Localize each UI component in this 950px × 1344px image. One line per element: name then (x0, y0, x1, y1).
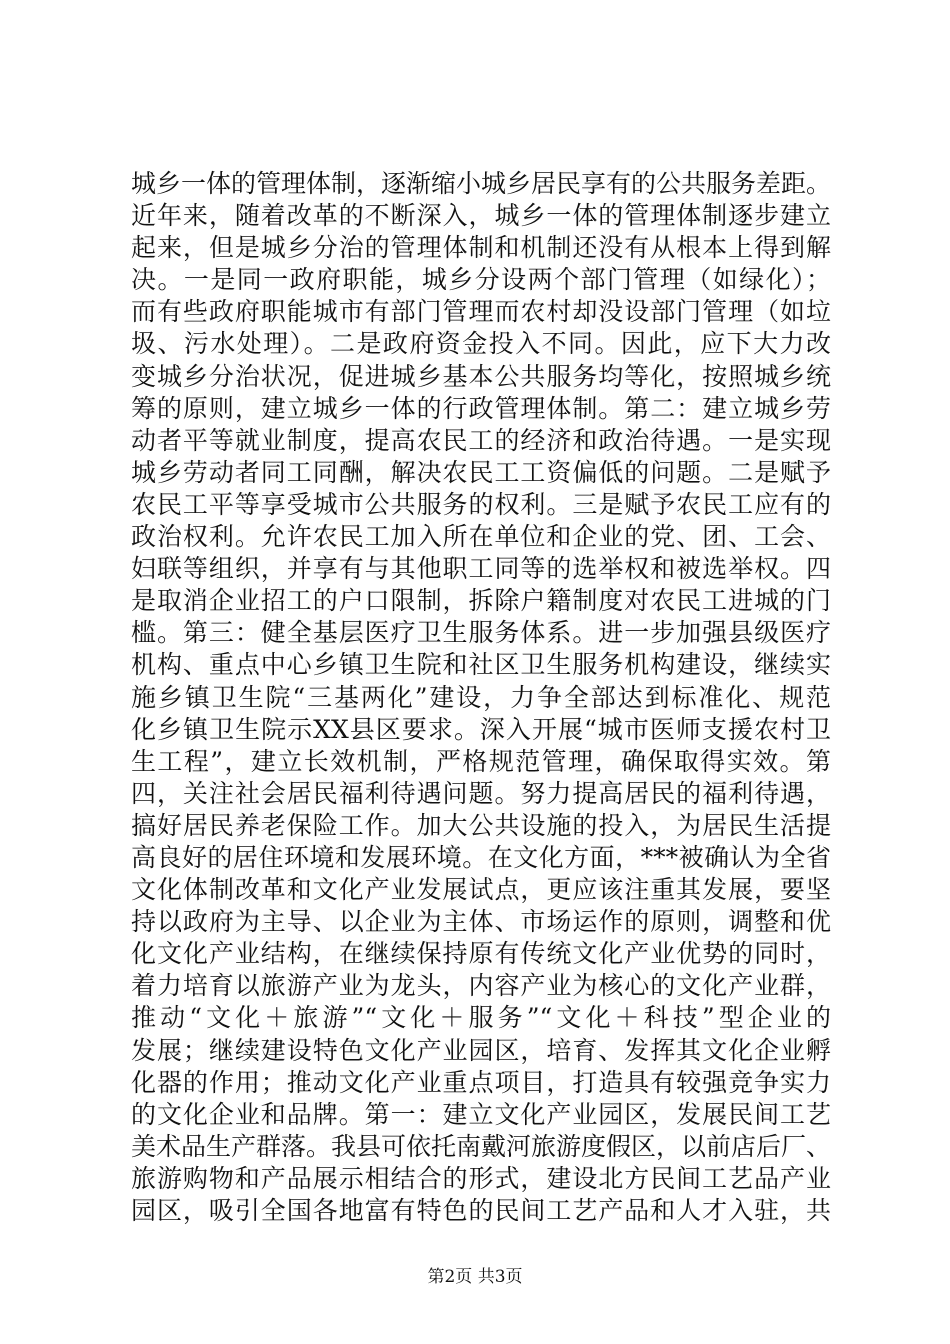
text-line: 化器的作用；推动文化产业重点项目，打造具有较强竞争实力 (131, 1067, 831, 1097)
text-line: 美术品生产群落。我县可依托南戴河旅游度假区，以前店后厂、 (131, 1131, 832, 1161)
text-line: 持以政府为主导、以企业为主体、市场运作的原则，调整和优 (131, 907, 831, 937)
text-line: 高良好的居住环境和发展环境。在文化方面，***被确认为全省 (131, 842, 831, 872)
text-line: 城乡劳动者同工同酬，解决农民工工资偏低的问题。二是赋予 (131, 457, 831, 487)
text-line: 机构、重点中心乡镇卫生院和社区卫生服务机构建设，继续实 (131, 650, 831, 680)
text-line: 是取消企业招工的户口限制，拆除户籍制度对农民工进城的门 (131, 586, 831, 616)
text-line: 化乡镇卫生院示XX县区要求。深入开展“城市医师支援农村卫 (131, 714, 831, 744)
text-line: 推动“文化＋旅游”“文化＋服务”“文化＋科技”型企业的 (131, 1003, 831, 1033)
body-text (131, 168, 831, 1227)
text-line: 决。一是同一政府职能，城乡分设两个部门管理（如绿化）； (131, 265, 831, 295)
text-line: 城乡一体的管理体制，逐渐缩小城乡居民享有的公共服务差距。 (131, 169, 832, 198)
text-line: 发展；继续建设特色文化产业园区，培育、发挥其文化企业孵 (131, 1035, 831, 1065)
text-line: 园区，吸引全国各地富有特色的民间工艺产品和人才入驻，共 (131, 1196, 831, 1225)
text-line: 变城乡分治状况，促进城乡基本公共服务均等化，按照城乡统 (131, 361, 831, 391)
text-line: 圾、污水处理）。二是政府资金投入不同。因此，应下大力改 (131, 329, 831, 359)
text-line: 的文化企业和品牌。第一：建立文化产业园区，发展民间工艺 (131, 1099, 831, 1129)
text-line: 化文化产业结构，在继续保持原有传统文化产业优势的同时， (131, 939, 831, 969)
text-line: 施乡镇卫生院“三基两化”建设，力争全部达到标准化、规范 (131, 682, 831, 712)
text-line: 动者平等就业制度，提高农民工的经济和政治待遇。一是实现 (131, 425, 831, 455)
text-line: 妇联等组织，并享有与其他职工同等的选举权和被选举权。四 (131, 554, 831, 584)
text-line: 槛。第三：健全基层医疗卫生服务体系。进一步加强县级医疗 (131, 618, 831, 648)
text-line: 农民工平等享受城市公共服务的权利。三是赋予农民工应有的 (131, 489, 831, 519)
page-footer: 第2页 共3页 (427, 1267, 523, 1287)
text-line: 文化体制改革和文化产业发展试点，更应该注重其发展，要坚 (131, 875, 831, 905)
text-line: 而有些政府职能城市有部门管理而农村却没设部门管理（如垃 (131, 297, 831, 327)
text-line: 生工程”，建立长效机制，严格规范管理，确保取得实效。第 (131, 746, 831, 776)
text-line: 搞好居民养老保险工作。加大公共设施的投入，为居民生活提 (131, 810, 831, 840)
text-line: 政治权利。允许农民工加入所在单位和企业的党、团、工会、 (131, 522, 831, 552)
text-line: 近年来，随着改革的不断深入，城乡一体的管理体制逐步建立 (131, 201, 831, 231)
text-line: 筹的原则，建立城乡一体的行政管理体制。第二：建立城乡劳 (131, 393, 831, 423)
text-line: 起来，但是城乡分治的管理体制和机制还没有从根本上得到解 (131, 233, 831, 263)
text-line: 着力培育以旅游产业为龙头，内容产业为核心的文化产业群， (131, 971, 831, 1001)
text-line: 四，关注社会居民福利待遇问题。努力提高居民的福利待遇， (131, 778, 831, 808)
text-line: 旅游购物和产品展示相结合的形式，建设北方民间工艺品产业 (131, 1163, 831, 1193)
